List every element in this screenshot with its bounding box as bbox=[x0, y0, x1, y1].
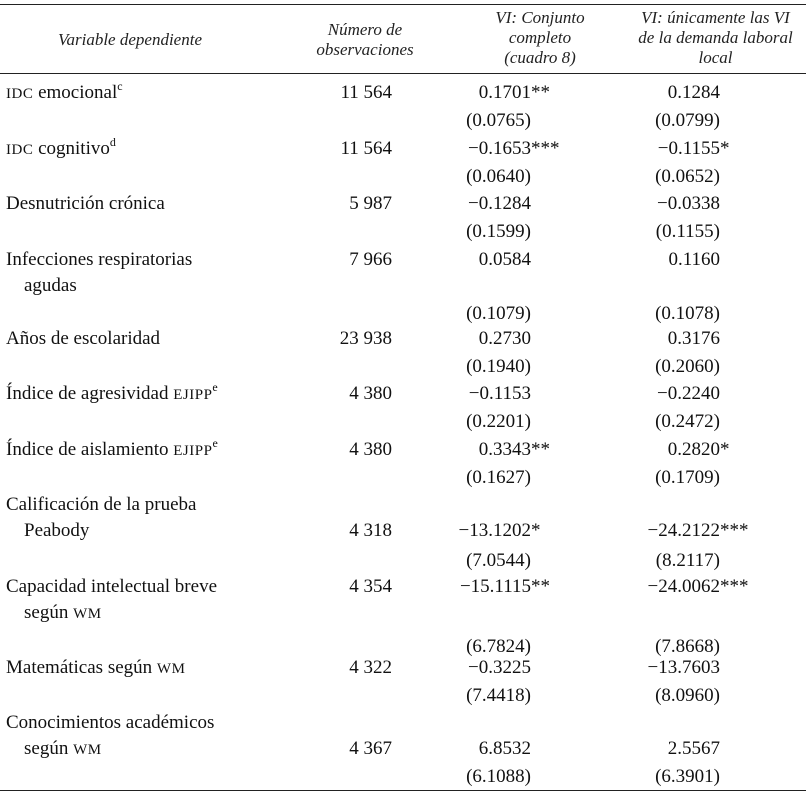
label-text: Peabody bbox=[24, 520, 90, 541]
se-value: (0.0799) bbox=[655, 110, 720, 131]
coef-full bbox=[459, 518, 561, 544]
coef-full bbox=[479, 736, 561, 762]
observations-cell: 4 354 bbox=[349, 576, 392, 597]
coef-value: 0.2820 bbox=[667, 439, 720, 460]
coef-full bbox=[479, 326, 561, 352]
significance-stars: ** bbox=[531, 576, 550, 597]
se-value: (0.1940) bbox=[466, 356, 531, 377]
label-text: Índice de aislamiento bbox=[6, 439, 174, 460]
header-vi-local-line3: local bbox=[698, 48, 733, 67]
se-local bbox=[655, 683, 750, 709]
row-label bbox=[6, 247, 192, 273]
coef-value: −0.1284 bbox=[468, 193, 531, 214]
se-local bbox=[655, 354, 750, 380]
se-full bbox=[466, 164, 561, 190]
label-text: Matemáticas según bbox=[6, 657, 157, 678]
se-local bbox=[655, 764, 750, 790]
coef-value: −24.2122 bbox=[647, 520, 720, 541]
se-value: (0.1078) bbox=[655, 303, 720, 324]
header-observations-line1: Número de bbox=[327, 20, 403, 39]
label-text: según bbox=[24, 738, 74, 759]
coef-local bbox=[648, 574, 750, 600]
coef-full bbox=[479, 80, 561, 106]
label-text: agudas bbox=[24, 275, 77, 296]
label-text: según bbox=[24, 602, 74, 623]
significance-stars: * bbox=[720, 138, 730, 159]
row-label bbox=[6, 492, 196, 518]
label-smallcaps: WM bbox=[73, 742, 102, 758]
se-value: (0.2472) bbox=[655, 411, 720, 432]
label-superscript: d bbox=[109, 135, 116, 149]
coef-local bbox=[668, 247, 750, 273]
coef-local bbox=[648, 518, 750, 544]
coef-value: −24.0062 bbox=[647, 576, 720, 597]
coef-value: 0.0584 bbox=[478, 249, 531, 270]
observations-cell: 7 966 bbox=[349, 249, 392, 270]
coef-local bbox=[668, 736, 750, 762]
se-value: (0.2201) bbox=[466, 411, 531, 432]
se-full bbox=[466, 409, 561, 435]
label-smallcaps: WM bbox=[156, 661, 186, 677]
se-full bbox=[466, 548, 561, 574]
row-label bbox=[6, 80, 123, 107]
coef-value: −0.1155 bbox=[657, 138, 720, 159]
label-smallcaps: WM bbox=[73, 606, 102, 622]
se-value: (0.0640) bbox=[466, 166, 531, 187]
se-local bbox=[655, 301, 750, 327]
coef-value: 2.5567 bbox=[667, 738, 720, 759]
se-full bbox=[466, 354, 561, 380]
observations-cell: 4 380 bbox=[349, 439, 392, 460]
coef-full bbox=[460, 574, 561, 600]
coef-value: −0.3225 bbox=[468, 657, 531, 678]
se-full bbox=[466, 301, 561, 327]
se-value: (7.0544) bbox=[466, 550, 531, 571]
significance-stars: ** bbox=[531, 439, 550, 460]
se-value: (0.0765) bbox=[466, 110, 531, 131]
observations-cell: 11 564 bbox=[340, 82, 392, 103]
coef-value: −0.2240 bbox=[657, 383, 720, 404]
se-value: (0.0652) bbox=[655, 166, 720, 187]
se-value: (0.1627) bbox=[466, 467, 531, 488]
se-full bbox=[466, 764, 561, 790]
row-label bbox=[6, 191, 165, 217]
header-vi-full-line3: (cuadro 8) bbox=[504, 48, 576, 67]
se-local bbox=[655, 465, 750, 491]
coef-value: −0.1153 bbox=[468, 383, 531, 404]
label-text: cognitivo bbox=[33, 138, 110, 159]
coef-local bbox=[658, 136, 750, 162]
se-value: (7.4418) bbox=[466, 685, 531, 706]
coef-local bbox=[657, 381, 750, 407]
label-text: emocional bbox=[33, 82, 118, 103]
coef-value: −13.1202 bbox=[458, 520, 531, 541]
coef-value: −0.0338 bbox=[657, 193, 720, 214]
se-value: (8.2117) bbox=[655, 550, 720, 571]
coef-full bbox=[468, 191, 561, 217]
se-value: (0.1079) bbox=[466, 303, 531, 324]
label-smallcaps: EJIPP bbox=[173, 443, 213, 459]
se-value: (6.1088) bbox=[466, 766, 531, 787]
coef-value: 6.8532 bbox=[478, 738, 531, 759]
observations-cell: 23 938 bbox=[339, 328, 392, 349]
label-superscript: e bbox=[212, 436, 218, 450]
label-text: Capacidad intelectual breve bbox=[6, 576, 218, 597]
significance-stars: ** bbox=[531, 82, 550, 103]
coef-local bbox=[668, 437, 750, 463]
significance-stars: *** bbox=[531, 138, 560, 159]
se-value: (6.7824) bbox=[466, 636, 531, 657]
row-label-continued bbox=[24, 736, 102, 763]
row-label-continued bbox=[24, 273, 77, 299]
coef-local bbox=[657, 191, 750, 217]
label-text: Índice de agresividad bbox=[6, 383, 174, 404]
coef-full bbox=[479, 437, 561, 463]
coef-value: −0.1653 bbox=[468, 138, 531, 159]
observations-cell: 11 564 bbox=[340, 138, 392, 159]
se-local bbox=[655, 409, 750, 435]
label-smallcaps: IDC bbox=[6, 142, 34, 158]
significance-stars: * bbox=[531, 520, 541, 541]
significance-stars: *** bbox=[720, 520, 749, 541]
row-label bbox=[6, 574, 217, 600]
coef-local bbox=[648, 655, 750, 681]
coef-local bbox=[668, 326, 750, 352]
row-label bbox=[6, 710, 214, 736]
label-text: Años de escolaridad bbox=[6, 328, 161, 349]
row-label bbox=[6, 655, 185, 682]
label-smallcaps: EJIPP bbox=[173, 387, 213, 403]
header-variable-text: Variable dependiente bbox=[58, 30, 202, 49]
se-value: (0.2060) bbox=[655, 356, 720, 377]
label-text: Calificación de la prueba bbox=[6, 494, 197, 515]
observations-cell: 4 380 bbox=[349, 383, 392, 404]
label-superscript: e bbox=[212, 380, 218, 394]
coef-local bbox=[668, 80, 750, 106]
significance-stars: * bbox=[720, 439, 730, 460]
coef-value: 0.3176 bbox=[667, 328, 720, 349]
row-label-continued bbox=[24, 518, 89, 544]
se-local bbox=[655, 108, 750, 134]
se-value: (7.8668) bbox=[655, 636, 720, 657]
row-label bbox=[6, 381, 218, 408]
coef-full bbox=[468, 136, 561, 162]
header-vi-local-line1: VI: únicamente las VI bbox=[641, 8, 790, 27]
label-text: Desnutrición crónica bbox=[6, 193, 165, 214]
coef-value: 0.3343 bbox=[478, 439, 531, 460]
se-value: (6.3901) bbox=[655, 766, 720, 787]
observations-cell: 4 367 bbox=[349, 738, 392, 759]
coef-full bbox=[479, 247, 561, 273]
se-full bbox=[466, 683, 561, 709]
coef-value: 0.2730 bbox=[478, 328, 531, 349]
row-label bbox=[6, 326, 160, 352]
coef-value: 0.1701 bbox=[478, 82, 531, 103]
observations-cell: 5 987 bbox=[349, 193, 392, 214]
label-text: Conocimientos académicos bbox=[6, 712, 215, 733]
significance-stars: *** bbox=[720, 576, 749, 597]
se-full bbox=[466, 219, 561, 245]
coef-value: −15.1115 bbox=[459, 576, 531, 597]
coef-value: 0.1284 bbox=[667, 82, 720, 103]
se-value: (0.1155) bbox=[655, 221, 720, 242]
header-vi-full-line1: VI: Conjunto bbox=[495, 8, 585, 27]
label-smallcaps: IDC bbox=[6, 86, 34, 102]
row-label bbox=[6, 136, 116, 163]
observations-cell: 4 322 bbox=[349, 657, 392, 678]
se-full bbox=[466, 465, 561, 491]
row-label-continued bbox=[24, 600, 102, 627]
se-value: (0.1709) bbox=[655, 467, 720, 488]
header-vi-local-line2: de la demanda laboral bbox=[638, 28, 793, 47]
se-local bbox=[656, 548, 750, 574]
row-label bbox=[6, 437, 218, 464]
header-observations-line2: observaciones bbox=[316, 40, 414, 59]
bottom-rule bbox=[0, 790, 806, 791]
observations-cell: 4 318 bbox=[349, 520, 392, 541]
coef-value: −13.7603 bbox=[647, 657, 720, 678]
se-full bbox=[466, 108, 561, 134]
label-text: Infecciones respiratorias bbox=[6, 249, 193, 270]
se-local bbox=[656, 219, 750, 245]
coef-full bbox=[469, 381, 561, 407]
se-value: (0.1599) bbox=[466, 221, 531, 242]
coef-value: 0.1160 bbox=[668, 249, 720, 270]
header-vi-full-line2: completo bbox=[508, 28, 572, 47]
label-superscript: c bbox=[117, 79, 123, 93]
se-value: (8.0960) bbox=[655, 685, 720, 706]
se-local bbox=[655, 164, 750, 190]
coef-full bbox=[468, 655, 561, 681]
